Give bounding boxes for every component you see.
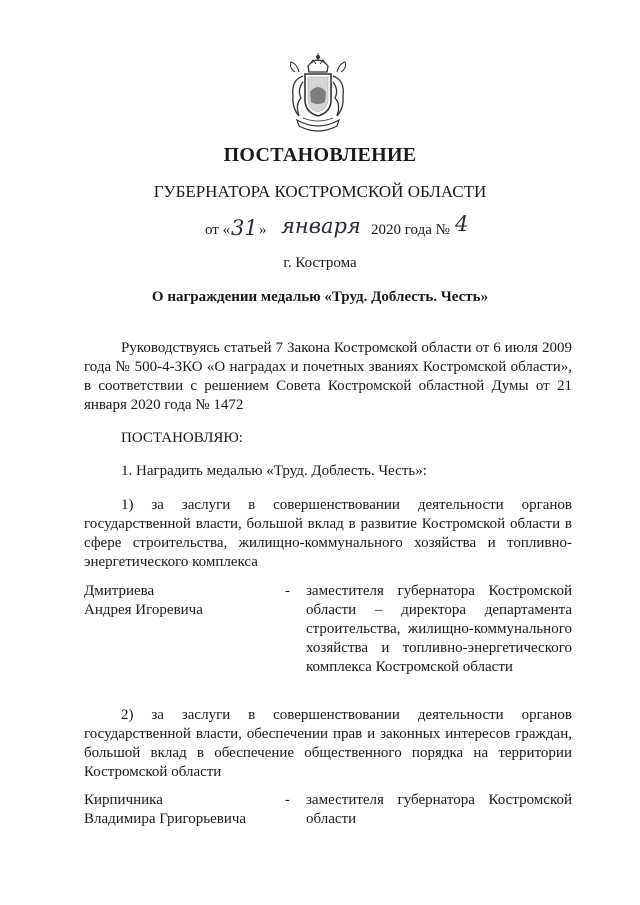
awardee-2-name: Кирпичника Владимира Григорьевича bbox=[84, 792, 247, 827]
date-day: 31 bbox=[231, 216, 258, 240]
preamble-paragraph: Руководствуясь статьей 7 Закона Костромской области от 6 июля 2009 года № 500-4-ЗКО «О наградах и почетных званиях Костромской области», в соответствии с решением Совета Костромской областной Думы от 21 января 2020 года № 1472 bbox=[84, 340, 572, 413]
date-prefix: от « bbox=[205, 222, 231, 238]
decree-word: ПОСТАНОВЛЯЮ: bbox=[121, 430, 243, 446]
sub-item-1: 1) за заслуги в совершенствовании деятельности органов государственной власти, большой вклад в развитие Костромской области в сфере строительства, жилищно-коммунального хозяйства и топливно-энергетического комплекса bbox=[84, 497, 572, 570]
document-subtitle: ГУБЕРНАТОРА КОСТРОМСКОЙ ОБЛАСТИ bbox=[153, 182, 487, 201]
city: г. Кострома bbox=[283, 255, 357, 271]
document-number: 4 bbox=[455, 212, 469, 236]
coat-of-arms-emblem bbox=[283, 52, 353, 136]
date-year: 2020 года № bbox=[371, 222, 450, 238]
date-line bbox=[205, 212, 505, 248]
date-separator: » bbox=[259, 222, 267, 238]
awardee-1-position: заместителя губернатора Костромской области – директора департамента строительства, жилищно-коммунального хозяйства и топливно-энергетического комплекса Костромской области bbox=[306, 583, 572, 675]
document-title: ПОСТАНОВЛЕНИЕ bbox=[223, 144, 417, 166]
awardee-1-name: Дмитриева Андрея Игоревича bbox=[84, 583, 203, 618]
sub-item-2: 2) за заслуги в совершенствовании деятельности органов государственной власти, обеспечении прав и законных интересов граждан, большой вклад в обеспечение общественного порядка на территории Костромской области bbox=[84, 707, 572, 780]
date-month: января bbox=[281, 214, 361, 238]
item-1: 1. Наградить медалью «Труд. Доблесть. Честь»: bbox=[121, 463, 427, 479]
awardee-2-position: заместителя губернатора Костромской области bbox=[306, 792, 572, 827]
awardee-1-dash: - bbox=[285, 583, 290, 599]
awardee-2-dash: - bbox=[285, 792, 290, 808]
document-heading: О награждении медалью «Труд. Доблесть. Честь» bbox=[151, 289, 489, 305]
